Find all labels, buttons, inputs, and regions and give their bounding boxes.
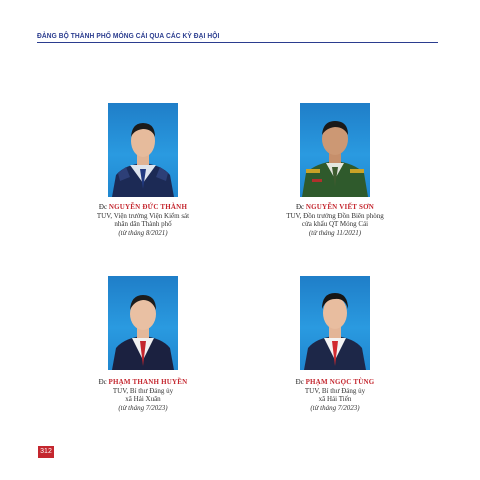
prefix-2: Đc <box>295 203 305 211</box>
caption-2 <box>250 203 420 237</box>
person-name-3: PHẠM THANH HUYỀN <box>108 378 188 386</box>
person-name-4: PHẠM NGỌC TÙNG <box>305 378 375 386</box>
role-line1-3: TUV, Bí thư Đảng ủy <box>112 386 174 395</box>
person-name-2: NGUYỄN VIẾT SƠN <box>305 203 374 211</box>
caption-1 <box>58 203 228 237</box>
name-line-2 <box>250 203 420 212</box>
portrait-photo-1 <box>108 103 178 197</box>
portrait-photo-3 <box>108 276 178 370</box>
term-2: (từ tháng 11/2021) <box>308 228 362 237</box>
prefix-1: Đc <box>98 203 108 211</box>
name-line-1 <box>58 203 228 212</box>
term-1: (từ tháng 8/2021) <box>118 228 168 237</box>
running-header: ĐẢNG BỘ THÀNH PHỐ MÓNG CÁI QUA CÁC KỲ ĐẠI HỘI <box>37 31 220 40</box>
caption-3 <box>58 378 228 412</box>
header-divider <box>37 42 438 43</box>
portrait-photo-4 <box>300 276 370 370</box>
name-line-4 <box>250 378 420 387</box>
role-line2-3: xã Hải Xuân <box>125 395 161 404</box>
role-line1-4: TUV, Bí thư Đảng ủy <box>304 386 366 395</box>
role-line2-4: xã Hải Tiến <box>318 395 352 404</box>
prefix-4: Đc <box>295 378 304 386</box>
role-line1-2: TUV, Đồn trưởng Đồn Biên phòng <box>286 211 384 220</box>
caption-4 <box>250 378 420 412</box>
term-4: (từ tháng 7/2023) <box>310 403 360 412</box>
role-line2-1: nhân dân Thành phố <box>114 220 172 229</box>
role-line1-1: TUV, Viện trưởng Viện Kiểm sát <box>96 211 190 220</box>
prefix-3: Đc <box>98 378 107 386</box>
name-line-3 <box>58 378 228 387</box>
person-name-1: NGUYỄN ĐỨC THÀNH <box>108 203 188 211</box>
role-line2-2: cửa khẩu QT Móng Cái <box>301 220 369 229</box>
term-3: (từ tháng 7/2023) <box>118 403 168 412</box>
portrait-photo-2 <box>300 103 370 197</box>
page-number: 312 <box>38 446 54 458</box>
